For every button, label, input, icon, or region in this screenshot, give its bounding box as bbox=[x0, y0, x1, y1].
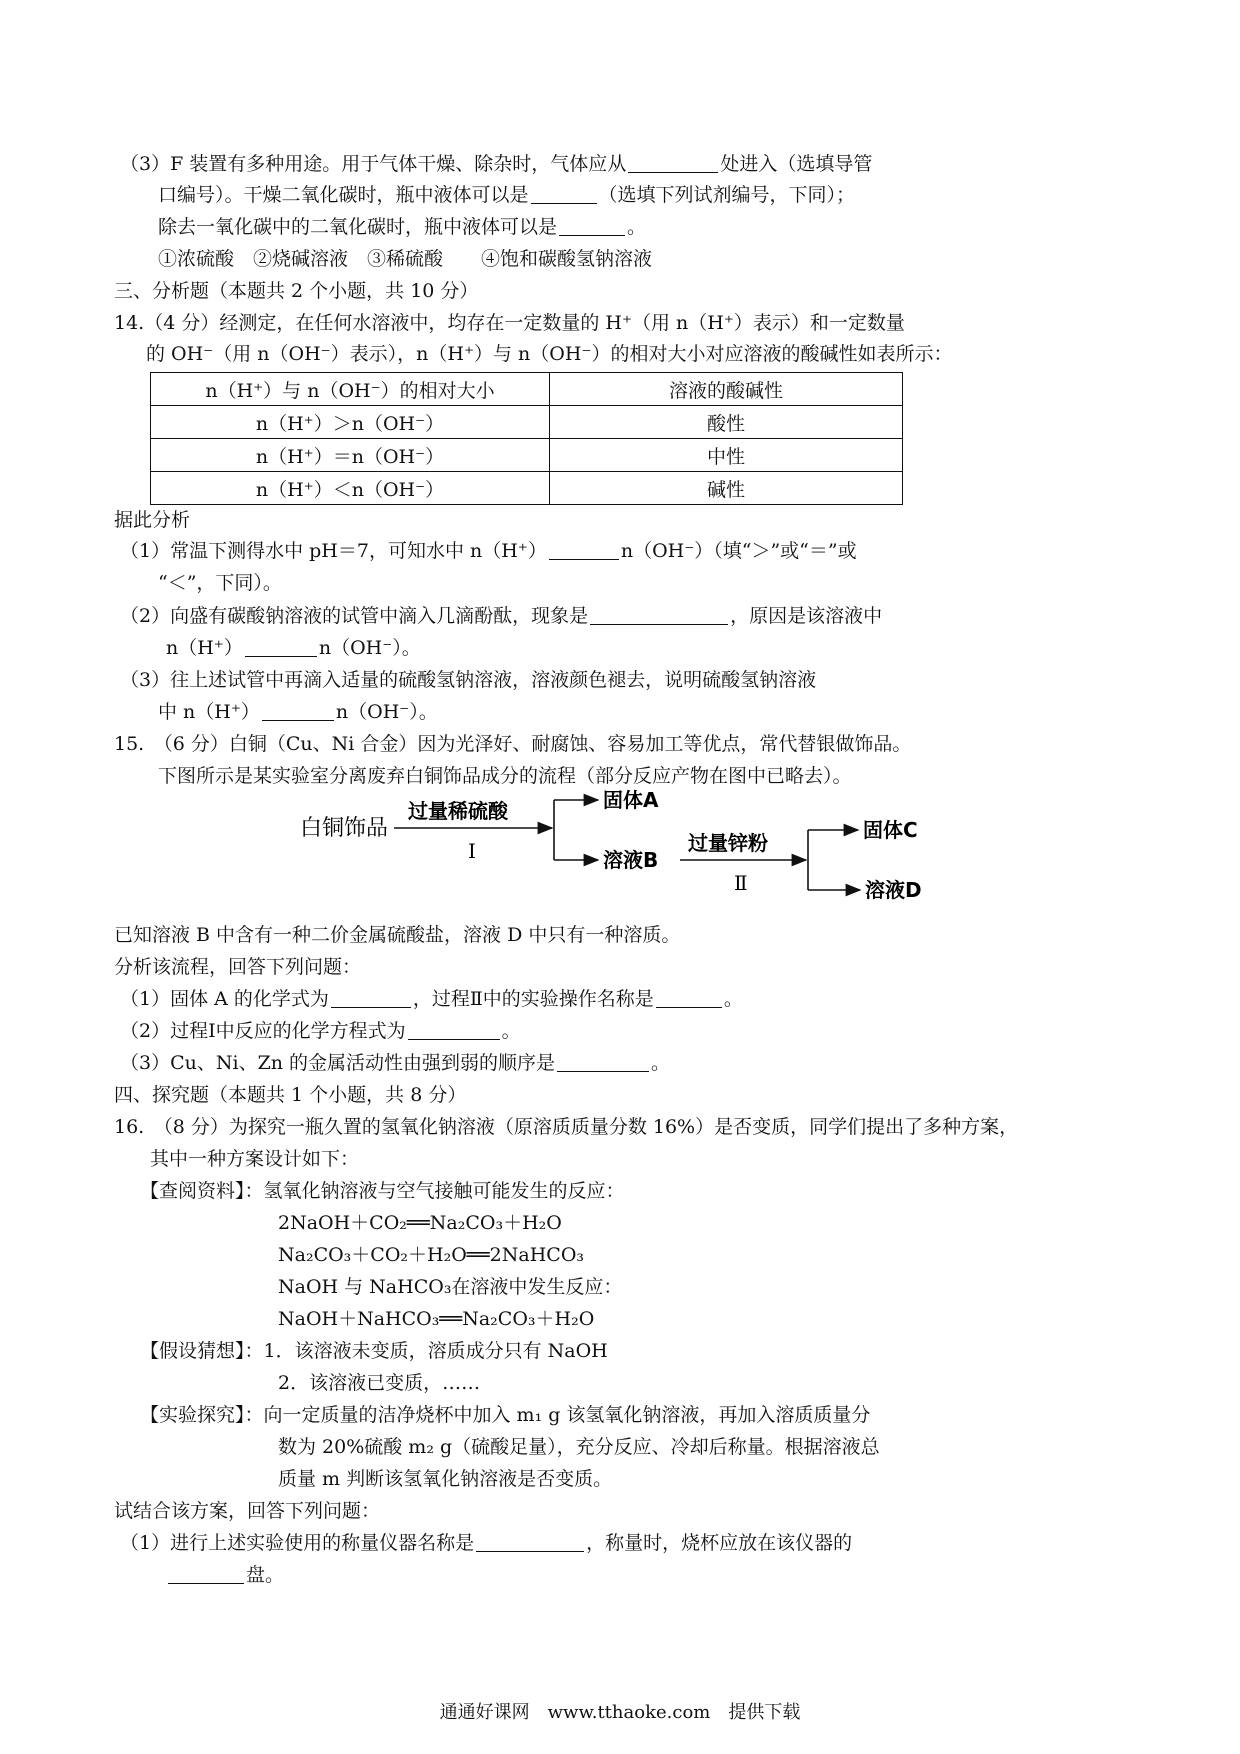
flow-step2-reagent: 过量锌粉 bbox=[688, 831, 768, 855]
q14-p3-cont: 中 n（H⁺） n（OH⁻）。 bbox=[158, 701, 438, 723]
answer-blank[interactable] bbox=[168, 1564, 244, 1584]
page-footer: 通通好课网 www.tthaoke.com 提供下载 bbox=[439, 1702, 801, 1723]
q16-hypothesis: 【假设猜想】：1．该溶液未变质，溶质成分只有 NaOH bbox=[140, 1340, 608, 1362]
answer-blank[interactable] bbox=[656, 988, 722, 1008]
table-cell: n（H⁺）＜n（OH⁻） bbox=[151, 472, 550, 505]
q14-p1-cont: “＜”，下同）。 bbox=[158, 572, 282, 594]
q16-equation-4: NaOH＋NaHCO₃══Na₂CO₃＋H₂O bbox=[278, 1308, 595, 1330]
answer-blank[interactable] bbox=[628, 153, 718, 173]
acid-base-table bbox=[150, 372, 903, 505]
q16-combine: 试结合该方案，回答下列问题： bbox=[114, 1500, 381, 1522]
table-row bbox=[151, 406, 903, 439]
table-header-row bbox=[151, 373, 903, 406]
q16-equation-3-intro: NaOH 与 NaHCO₃在溶液中发生反应： bbox=[278, 1276, 623, 1298]
q16-equation-1: 2NaOH＋CO₂══Na₂CO₃＋H₂O bbox=[278, 1212, 562, 1234]
q15-p2: （2）过程Ⅰ中反应的化学方程式为 。 bbox=[120, 1020, 521, 1042]
q16-experiment-3: 质量 m 判断该氢氧化钠溶液是否变质。 bbox=[278, 1468, 613, 1490]
table-header: 溶液的酸碱性 bbox=[550, 373, 903, 406]
q16-intro-2: 其中一种方案设计如下： bbox=[150, 1148, 360, 1170]
q16-equation-2: Na₂CO₃＋CO₂＋H₂O══2NaHCO₃ bbox=[278, 1244, 585, 1266]
q15-p1: （1）固体 A 的化学式为 ，过程Ⅱ中的实验操作名称是 。 bbox=[120, 988, 743, 1010]
table-header: n（H⁺）与 n（OH⁻）的相对大小 bbox=[151, 373, 550, 406]
table-row bbox=[151, 472, 903, 505]
q14-p2-cont: n（H⁺） n（OH⁻）。 bbox=[166, 637, 421, 659]
flow-solution-b: 溶液B bbox=[603, 848, 659, 872]
q13-p3-line1: （3）F 装置有多种用途。用于气体干燥、除杂时，气体应从 处进入（选填导管 bbox=[120, 153, 873, 175]
answer-blank[interactable] bbox=[331, 988, 411, 1008]
q13-p3-line3: 除去一氧化碳中的二氧化碳时，瓶中液体可以是 。 bbox=[158, 216, 647, 238]
flow-solid-a: 固体A bbox=[603, 788, 659, 812]
q13-options: ①浓硫酸 ②烧碱溶液 ③稀硫酸 ④饱和碳酸氢钠溶液 bbox=[158, 248, 653, 270]
table-cell: 酸性 bbox=[550, 406, 903, 439]
q15-intro-1: 15. （6 分）白铜（Cu、Ni 合金）因为光泽好、耐腐蚀、容易加工等优点，常代替银做饰品。 bbox=[114, 733, 912, 755]
table-cell: n（H⁺）＝n（OH⁻） bbox=[151, 439, 550, 472]
q14-intro-2: 的 OH⁻（用 n（OH⁻）表示），n（H⁺）与 n（OH⁻）的相对大小对应溶液的酸碱性如表所示： bbox=[146, 343, 953, 365]
q15-known: 已知溶液 B 中含有一种二价金属硫酸盐，溶液 D 中只有一种溶质。 bbox=[114, 924, 681, 946]
q14-p1: （1）常温下测得水中 pH＝7，可知水中 n（H⁺） n（OH⁻）（填“＞”或“＝”或 bbox=[120, 540, 857, 562]
answer-blank[interactable] bbox=[549, 540, 619, 560]
q13-p3-line2: 口编号）。干燥二氧化碳时，瓶中液体可以是 （选填下列试剂编号，下同）； bbox=[158, 184, 856, 206]
table-row bbox=[151, 439, 903, 472]
answer-blank[interactable] bbox=[245, 637, 317, 657]
table-cell: 碱性 bbox=[550, 472, 903, 505]
answer-blank[interactable] bbox=[590, 605, 728, 625]
q16-intro-1: 16. （8 分）为探究一瓶久置的氢氧化钠溶液（原溶质质量分数 16%）是否变质，同学们提出了多种方案， bbox=[114, 1116, 1019, 1138]
section-4-heading: 四、探究题（本题共 1 个小题，共 8 分） bbox=[114, 1084, 467, 1106]
flow-solution-d: 溶液D bbox=[865, 878, 922, 902]
q14-intro-1: 14.（4 分）经测定，在任何水溶液中，均存在一定数量的 H⁺（用 n（H⁺）表示）和一定数量 bbox=[114, 312, 905, 334]
q15-intro-2: 下图所示是某实验室分离废弃白铜饰品成分的流程（部分反应产物在图中已略去）。 bbox=[158, 765, 852, 787]
answer-blank[interactable] bbox=[559, 216, 625, 236]
q16-p1: （1）进行上述实验使用的称量仪器名称是 ，称量时，烧杯应放在该仪器的 bbox=[120, 1532, 853, 1554]
flow-start: 白铜饰品 bbox=[300, 816, 389, 841]
flow-step1-reagent: 过量稀硫酸 bbox=[408, 799, 508, 823]
q14-p3: （3）往上述试管中再滴入适量的硫酸氢钠溶液，溶液颜色褪去，说明硫酸氢钠溶液 bbox=[120, 669, 817, 691]
answer-blank[interactable] bbox=[557, 1052, 649, 1072]
answer-blank[interactable] bbox=[476, 1532, 584, 1552]
table-cell: n（H⁺）＞n（OH⁻） bbox=[151, 406, 550, 439]
q16-p1-cont: 盘。 bbox=[166, 1562, 284, 1588]
answer-blank[interactable] bbox=[408, 1020, 500, 1040]
q16-reference: 【查阅资料】：氢氧化钠溶液与空气接触可能发生的反应： bbox=[140, 1180, 625, 1202]
q15-p3: （3）Cu、Ni、Zn 的金属活动性由强到弱的顺序是 。 bbox=[120, 1052, 671, 1074]
flow-step1-label: Ⅰ bbox=[468, 839, 476, 863]
q14-p2: （2）向盛有碳酸钠溶液的试管中滴入几滴酚酞，现象是 ，原因是该溶液中 bbox=[120, 605, 883, 627]
separation-flowchart bbox=[290, 786, 970, 916]
flow-solid-c: 固体C bbox=[863, 818, 918, 842]
q16-hypothesis-2: 2．该溶液已变质，…… bbox=[278, 1372, 481, 1394]
answer-blank[interactable] bbox=[262, 701, 334, 721]
q16-experiment-2: 数为 20%硫酸 m₂ g（硫酸足量），充分反应、冷却后称量。根据溶液总 bbox=[278, 1436, 880, 1458]
q14-analysis: 据此分析 bbox=[114, 509, 191, 531]
q15-analyze: 分析该流程，回答下列问题： bbox=[114, 956, 362, 978]
answer-blank[interactable] bbox=[531, 184, 597, 204]
section-3-heading: 三、分析题（本题共 2 个小题，共 10 分） bbox=[114, 280, 479, 302]
flow-step2-label: Ⅱ bbox=[734, 871, 748, 895]
q16-experiment: 【实验探究】：向一定质量的洁净烧杯中加入 m₁ g 该氢氧化钠溶液，再加入溶质质量分 bbox=[140, 1404, 871, 1426]
table-cell: 中性 bbox=[550, 439, 903, 472]
